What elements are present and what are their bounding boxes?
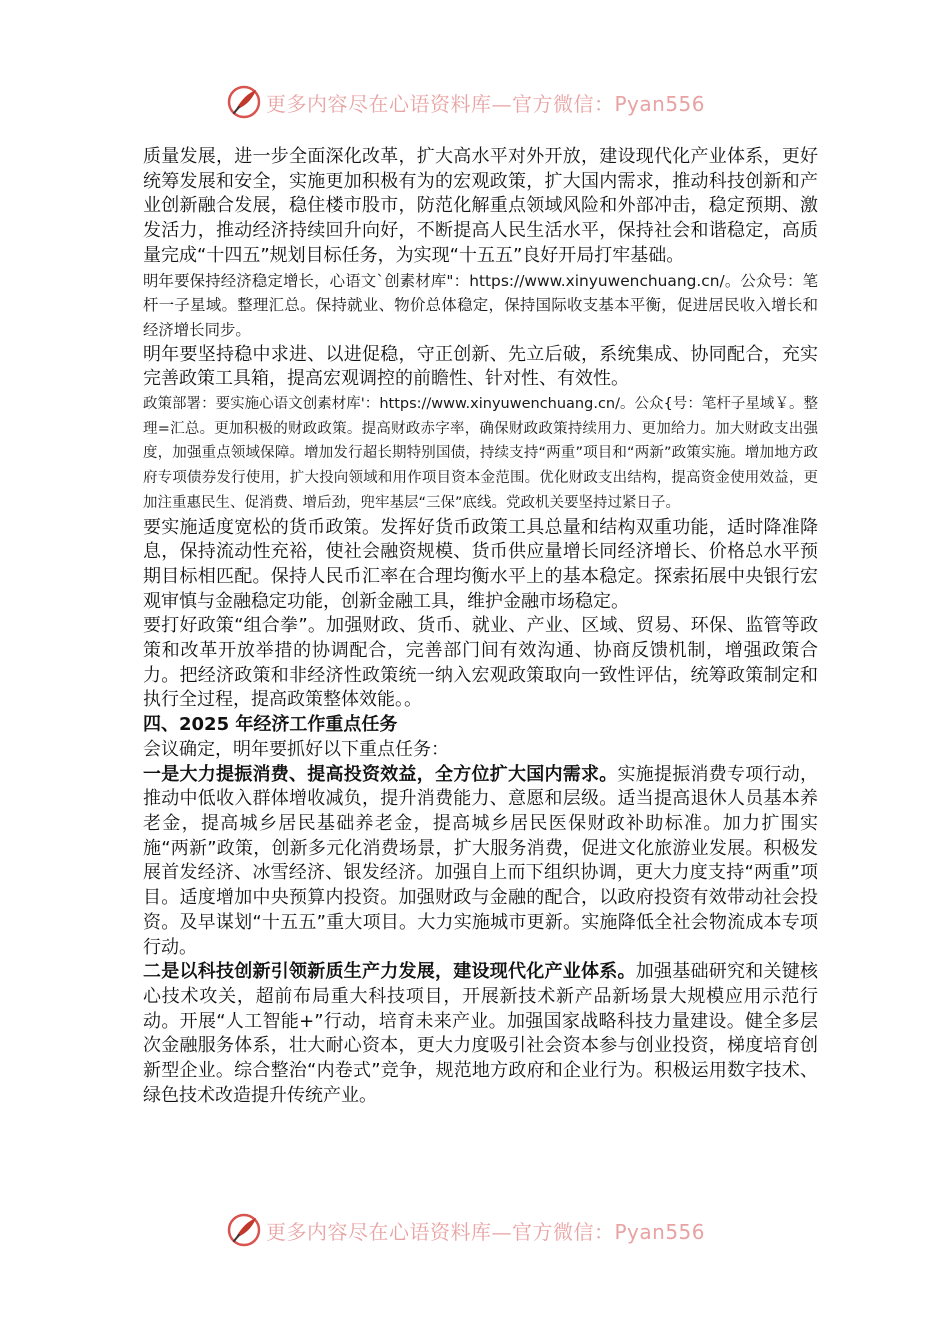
paragraph: [143, 960, 818, 1108]
paragraph: 明年要坚持稳中求进、以进促稳，守正创新、先立后破，系统集成、协同配合，充实完善政策工具箱，提高宏观调控的前瞻性、针对性、有效性。: [143, 343, 818, 390]
feather-pen-circle-icon: [226, 1212, 262, 1248]
paragraph: 质量发展，进一步全面深化改革，扩大高水平对外开放，建设现代化产业体系，更好统筹发展和安全，实施更加积极有为的宏观政策，扩大国内需求，推动科技创新和产业创新融合发展，稳住楼市股市，防范化解重点领域风险和外部冲击，稳定预期、激发活力，推动经济持续回升向好，不断提高人民生活水平，保持社会和谐稳定，高质量完成“十四五”规划目标任务，为实现“十五五”良好开局打牢基础。: [143, 146, 818, 266]
watermark-text: 更多内容尽在心语资料库—官方微信：Pyan556: [266, 92, 706, 116]
paragraph: 要实施适度宽松的货币政策。发挥好货币政策工具总量和结构双重功能，适时降准降息，保持流动性充裕，使社会融资规模、货币供应量增长同经济增长、价格总水平预期目标相匹配。保持人民币汇率在合理均衡水平上的基本稳定。探索拓展中央银行宏观审慎与金融稳定功能，创新金融工具，维护金融市场稳定。: [143, 516, 818, 612]
paragraph: 政策部署：要实施心语文创素材库'：https://www.xinyuwenchuang.cn/。公众{号：笔杆子星域￥。整理=汇总。更加积极的财政政策。提高财政赤字率，确保财政政策持续用力、更加给力。加大财政支出强度，加强重点领域保障。增加发行超长期特别国债，持续支持“两重”项目和“两新”政策实施。增加地方政府专项债券发行使用，扩大投向领域和用作项目资本金范围。优化财政支出结构，提高资金使用效益，更加注重惠民生、促消费、增后劲，兜牢基层“三保”底线。党政机关要坚持过紧日子。: [143, 396, 818, 511]
paragraph: [143, 763, 818, 961]
header-watermark: [0, 82, 950, 122]
watermark-text: 更多内容尽在心语资料库—官方微信：Pyan556: [266, 1220, 706, 1244]
section-heading: 四、2025 年经济工作重点任务: [143, 714, 398, 736]
feather-pen-circle-icon: [226, 84, 262, 120]
task-body: 实施提振消费专项行动，推动中低收入群体增收减负，提升消费能力、意愿和层级。适当提高退休人员基本养老金，提高城乡居民基础养老金，提高城乡居民医保财政补助标准。加力扩围实施“两新”政策，创新多元化消费场景，扩大服务消费，促进文化旅游业发展。积极发展首发经济、冰雪经济、银发经济。加强自上而下组织协调，更大力度支持“两重”项目。适度增加中央预算内投资。加强财政与金融的配合，以政府投资有效带动社会投资。及早谋划“十五五”重大项目。大力实施城市更新。实施降低全社会物流成本专项行动。: [143, 763, 818, 958]
paragraph: 明年要保持经济稳定增长，心语文`创素材库"：https://www.xinyuwenchuang.cn/。公众号：笔杆一子星域。整理汇总。保持就业、物价总体稳定，保持国际收支基本平衡，促进居民收入增长和经济增长同步。: [143, 271, 818, 339]
task-title: 二是以科技创新引领新质生产力发展，建设现代化产业体系。: [143, 961, 636, 983]
task-body: 加强基础研究和关键核心技术攻关，超前布局重大科技项目，开展新技术新产品新场景大规模应用示范行动。开展“人工智能+”行动，培育未来产业。加强国家战略科技力量建设。健全多层次金融服务体系，壮大耐心资本，更大力度吸引社会资本参与创业投资，梯度培育创新型企业。综合整治“内卷式”竞争，规范地方政府和企业行为。积极运用数字技术、绿色技术改造提升传统产业。: [143, 961, 818, 1106]
footer-watermark: [0, 1210, 950, 1250]
paragraph: 会议确定，明年要抓好以下重点任务：: [143, 738, 449, 760]
paragraph: 要打好政策“组合拳”。加强财政、货币、就业、产业、区域、贸易、环保、监管等政策和改革开放举措的协调配合，完善部门间有效沟通、协商反馈机制，增强政策合力。把经济政策和非经济性政策统一纳入宏观政策取向一致性评估，统筹政策制定和执行全过程，提高政策整体效能。。: [143, 615, 818, 711]
task-title: 一是大力提振消费、提高投资效益，全方位扩大国内需求。: [143, 763, 618, 785]
document-body: [143, 145, 818, 1108]
